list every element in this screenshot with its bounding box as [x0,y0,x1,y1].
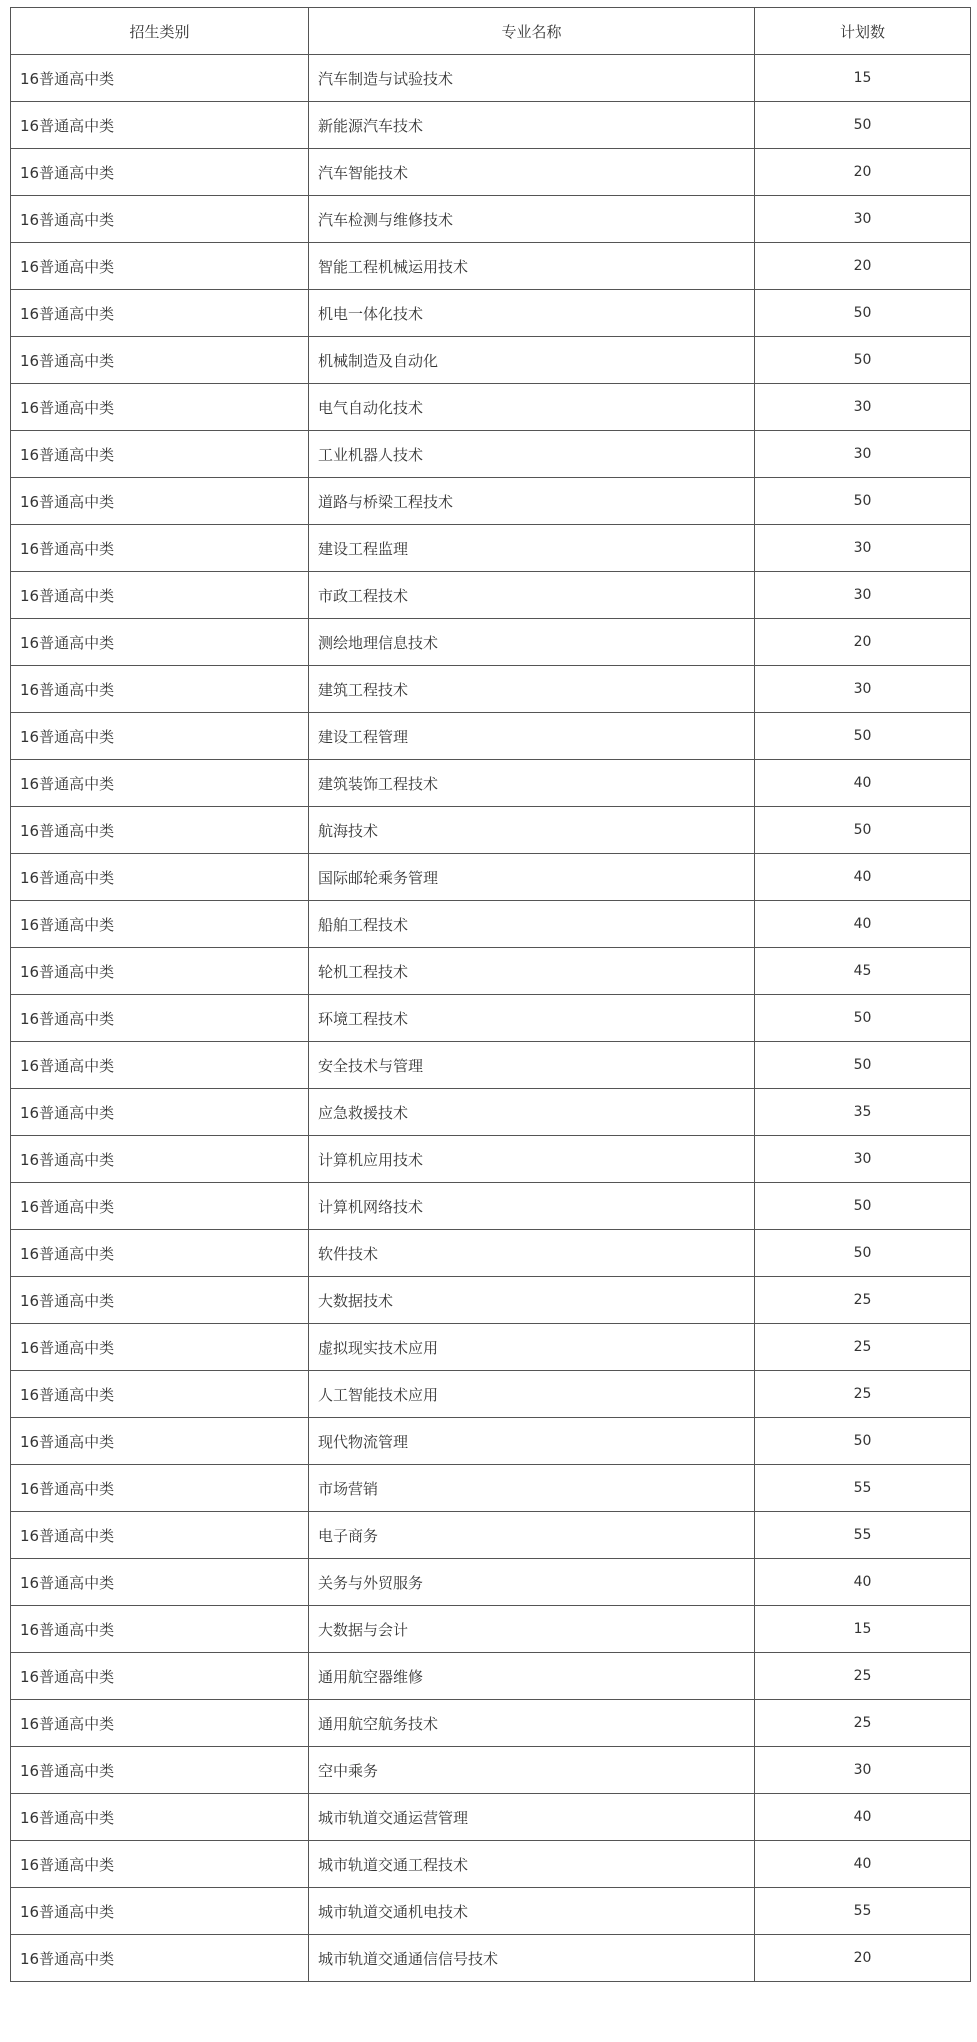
table-row [11,196,971,243]
cell-major-name: 机械制造及自动化 [309,337,755,384]
cell-plan-count: 40 [755,1559,971,1606]
table-row [11,995,971,1042]
table-row [11,1888,971,1935]
cell-category: 16普通高中类 [11,102,309,149]
table-row [11,1606,971,1653]
table-row [11,1324,971,1371]
cell-category: 16普通高中类 [11,1653,309,1700]
cell-plan-count: 40 [755,1794,971,1841]
cell-major-name: 测绘地理信息技术 [309,619,755,666]
table-row [11,1230,971,1277]
cell-plan-count: 30 [755,525,971,572]
cell-category: 16普通高中类 [11,1888,309,1935]
cell-category: 16普通高中类 [11,1465,309,1512]
table-row [11,55,971,102]
cell-plan-count: 50 [755,290,971,337]
cell-category: 16普通高中类 [11,948,309,995]
cell-major-name: 电气自动化技术 [309,384,755,431]
cell-plan-count: 30 [755,666,971,713]
cell-major-name: 通用航空器维修 [309,1653,755,1700]
table-row [11,1183,971,1230]
cell-major-name: 城市轨道交通运营管理 [309,1794,755,1841]
cell-plan-count: 40 [755,1841,971,1888]
table-row [11,666,971,713]
cell-category: 16普通高中类 [11,1089,309,1136]
cell-major-name: 新能源汽车技术 [309,102,755,149]
header-major-name: 专业名称 [309,8,755,55]
cell-plan-count: 50 [755,995,971,1042]
cell-category: 16普通高中类 [11,196,309,243]
cell-plan-count: 40 [755,901,971,948]
cell-category: 16普通高中类 [11,666,309,713]
cell-major-name: 智能工程机械运用技术 [309,243,755,290]
cell-plan-count: 45 [755,948,971,995]
cell-major-name: 大数据与会计 [309,1606,755,1653]
cell-category: 16普通高中类 [11,995,309,1042]
cell-category: 16普通高中类 [11,290,309,337]
cell-category: 16普通高中类 [11,431,309,478]
cell-plan-count: 50 [755,1042,971,1089]
cell-plan-count: 30 [755,431,971,478]
cell-category: 16普通高中类 [11,1700,309,1747]
cell-plan-count: 55 [755,1512,971,1559]
table-row [11,1371,971,1418]
table-row [11,760,971,807]
cell-category: 16普通高中类 [11,525,309,572]
cell-plan-count: 20 [755,619,971,666]
cell-major-name: 空中乘务 [309,1747,755,1794]
table-row [11,1136,971,1183]
cell-major-name: 人工智能技术应用 [309,1371,755,1418]
cell-plan-count: 50 [755,478,971,525]
cell-category: 16普通高中类 [11,1183,309,1230]
cell-category: 16普通高中类 [11,1277,309,1324]
cell-major-name: 软件技术 [309,1230,755,1277]
cell-plan-count: 30 [755,196,971,243]
cell-plan-count: 25 [755,1700,971,1747]
table-row [11,1418,971,1465]
table-row [11,525,971,572]
cell-major-name: 电子商务 [309,1512,755,1559]
table-header [11,8,971,55]
cell-plan-count: 40 [755,760,971,807]
cell-category: 16普通高中类 [11,1794,309,1841]
table-row [11,1747,971,1794]
cell-major-name: 建设工程监理 [309,525,755,572]
table-row [11,1841,971,1888]
table-row [11,1512,971,1559]
cell-category: 16普通高中类 [11,55,309,102]
cell-major-name: 汽车检测与维修技术 [309,196,755,243]
cell-category: 16普通高中类 [11,1935,309,1982]
table-row [11,1700,971,1747]
cell-category: 16普通高中类 [11,713,309,760]
cell-major-name: 机电一体化技术 [309,290,755,337]
cell-category: 16普通高中类 [11,149,309,196]
table-row [11,854,971,901]
cell-category: 16普通高中类 [11,1230,309,1277]
table-row [11,1277,971,1324]
cell-major-name: 建筑装饰工程技术 [309,760,755,807]
cell-major-name: 虚拟现实技术应用 [309,1324,755,1371]
table-row [11,149,971,196]
header-row [11,8,971,55]
cell-plan-count: 25 [755,1653,971,1700]
cell-category: 16普通高中类 [11,760,309,807]
cell-major-name: 现代物流管理 [309,1418,755,1465]
cell-major-name: 市政工程技术 [309,572,755,619]
cell-category: 16普通高中类 [11,1841,309,1888]
table-row [11,1559,971,1606]
cell-plan-count: 40 [755,854,971,901]
cell-major-name: 建筑工程技术 [309,666,755,713]
cell-plan-count: 55 [755,1888,971,1935]
cell-major-name: 道路与桥梁工程技术 [309,478,755,525]
cell-major-name: 计算机应用技术 [309,1136,755,1183]
cell-plan-count: 25 [755,1324,971,1371]
cell-major-name: 国际邮轮乘务管理 [309,854,755,901]
table-body [11,55,971,1982]
header-category: 招生类别 [11,8,309,55]
cell-category: 16普通高中类 [11,619,309,666]
cell-plan-count: 15 [755,55,971,102]
table-row [11,337,971,384]
cell-major-name: 建设工程管理 [309,713,755,760]
cell-major-name: 环境工程技术 [309,995,755,1042]
cell-plan-count: 20 [755,1935,971,1982]
table-row [11,478,971,525]
cell-plan-count: 50 [755,1230,971,1277]
table-row [11,1465,971,1512]
cell-category: 16普通高中类 [11,572,309,619]
table-row [11,1042,971,1089]
cell-plan-count: 30 [755,384,971,431]
cell-plan-count: 50 [755,1183,971,1230]
cell-major-name: 关务与外贸服务 [309,1559,755,1606]
cell-plan-count: 50 [755,713,971,760]
cell-plan-count: 20 [755,149,971,196]
cell-category: 16普通高中类 [11,1136,309,1183]
table-row [11,572,971,619]
cell-category: 16普通高中类 [11,243,309,290]
cell-plan-count: 15 [755,1606,971,1653]
table-row [11,948,971,995]
table-row [11,619,971,666]
table-row [11,1653,971,1700]
cell-plan-count: 30 [755,1747,971,1794]
cell-plan-count: 50 [755,1418,971,1465]
cell-plan-count: 50 [755,102,971,149]
table-row [11,1794,971,1841]
table-row [11,243,971,290]
cell-major-name: 市场营销 [309,1465,755,1512]
cell-plan-count: 30 [755,572,971,619]
cell-major-name: 安全技术与管理 [309,1042,755,1089]
cell-category: 16普通高中类 [11,1418,309,1465]
cell-major-name: 应急救援技术 [309,1089,755,1136]
cell-category: 16普通高中类 [11,384,309,431]
table-row [11,290,971,337]
cell-plan-count: 20 [755,243,971,290]
cell-major-name: 轮机工程技术 [309,948,755,995]
cell-category: 16普通高中类 [11,1559,309,1606]
table-row [11,901,971,948]
cell-major-name: 汽车制造与试验技术 [309,55,755,102]
cell-major-name: 大数据技术 [309,1277,755,1324]
table-row [11,1089,971,1136]
cell-plan-count: 25 [755,1277,971,1324]
cell-category: 16普通高中类 [11,1371,309,1418]
header-plan-count: 计划数 [755,8,971,55]
cell-major-name: 船舶工程技术 [309,901,755,948]
cell-plan-count: 55 [755,1465,971,1512]
cell-category: 16普通高中类 [11,807,309,854]
cell-plan-count: 50 [755,807,971,854]
cell-major-name: 计算机网络技术 [309,1183,755,1230]
cell-category: 16普通高中类 [11,337,309,384]
cell-major-name: 通用航空航务技术 [309,1700,755,1747]
table-row [11,807,971,854]
cell-major-name: 工业机器人技术 [309,431,755,478]
table-row [11,102,971,149]
cell-major-name: 航海技术 [309,807,755,854]
cell-category: 16普通高中类 [11,854,309,901]
cell-category: 16普通高中类 [11,1747,309,1794]
cell-plan-count: 50 [755,337,971,384]
enrollment-plan-table [10,7,971,1982]
cell-plan-count: 35 [755,1089,971,1136]
cell-major-name: 城市轨道交通机电技术 [309,1888,755,1935]
table-row [11,384,971,431]
cell-category: 16普通高中类 [11,1512,309,1559]
cell-major-name: 汽车智能技术 [309,149,755,196]
cell-category: 16普通高中类 [11,901,309,948]
cell-category: 16普通高中类 [11,1042,309,1089]
table-row [11,431,971,478]
cell-category: 16普通高中类 [11,478,309,525]
cell-plan-count: 30 [755,1136,971,1183]
table-row [11,713,971,760]
cell-major-name: 城市轨道交通通信信号技术 [309,1935,755,1982]
cell-major-name: 城市轨道交通工程技术 [309,1841,755,1888]
cell-plan-count: 25 [755,1371,971,1418]
table-row [11,1935,971,1982]
cell-category: 16普通高中类 [11,1606,309,1653]
cell-category: 16普通高中类 [11,1324,309,1371]
